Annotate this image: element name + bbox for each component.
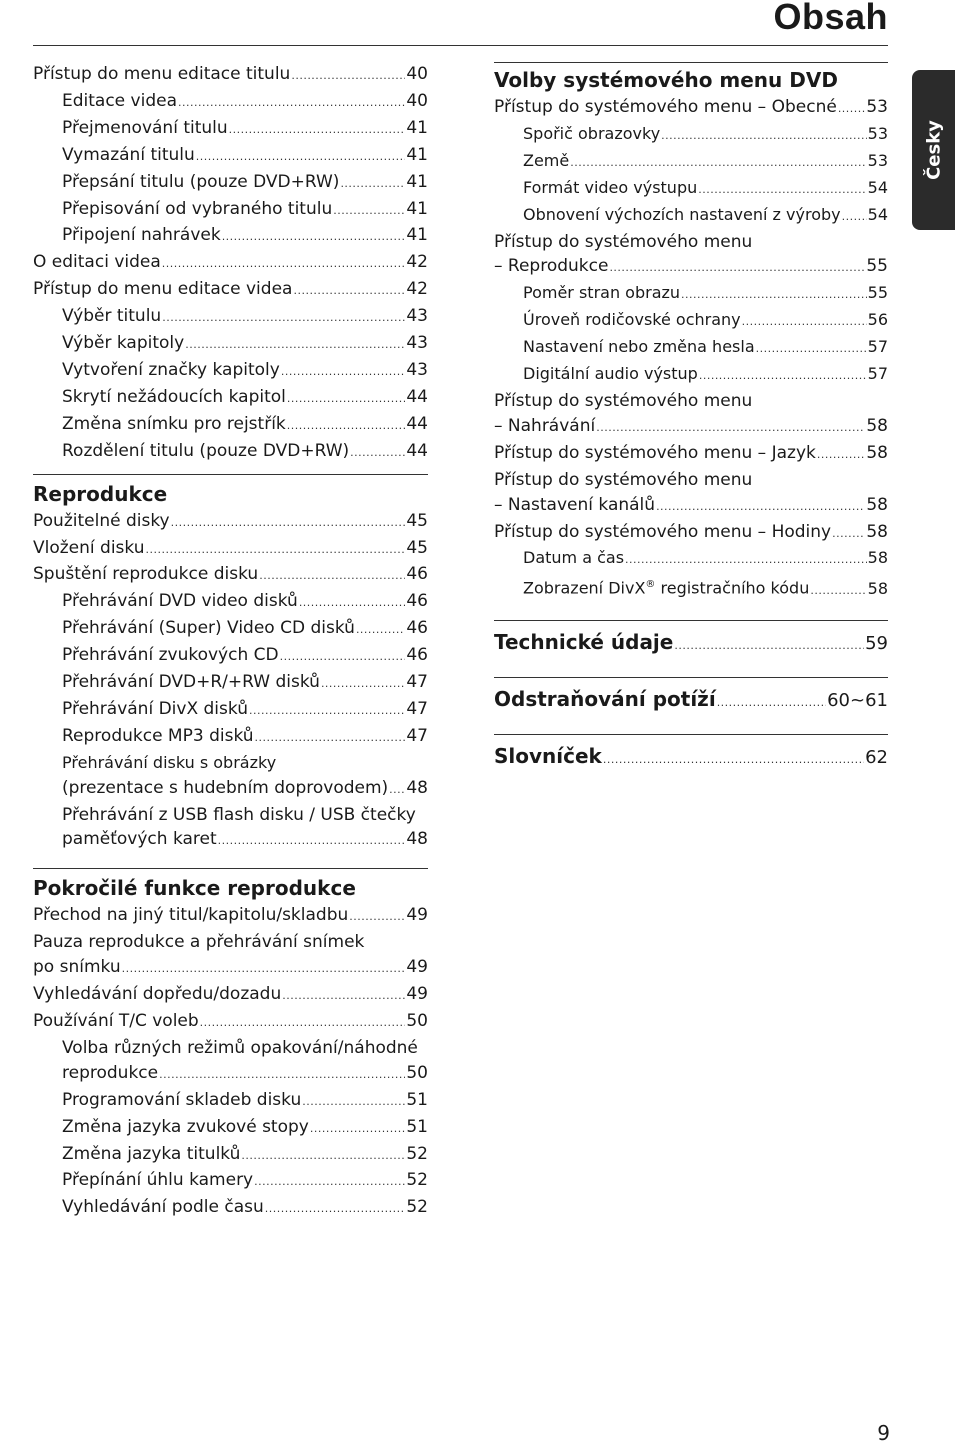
toc-entry-technical[interactable]: Technické údaje ..... 59 bbox=[494, 620, 888, 659]
editing-section bbox=[33, 62, 428, 466]
toc-entry[interactable]: Přístup do systémového menu – Obecné ..... 53 bbox=[494, 95, 888, 122]
toc-entry-line[interactable]: Přístup do systémového menu bbox=[494, 231, 753, 252]
toc-right-column bbox=[494, 62, 888, 773]
toc-entry[interactable]: Přístup do systémového menu – Jazyk ..... 58 bbox=[494, 441, 888, 468]
toc-entry[interactable]: Změna jazyka zvukové stopy ..... 51 bbox=[33, 1115, 428, 1142]
toc-entry[interactable]: Přístup do menu editace videa ..... 42 bbox=[33, 277, 428, 304]
toc-entry[interactable]: Přehrávání DivX disků ..... 47 bbox=[33, 697, 428, 724]
toc-entry[interactable]: Přepínání úhlu kamery ..... 52 bbox=[33, 1168, 428, 1195]
toc-entry[interactable]: Přehrávání (Super) Video CD disků ..... 46 bbox=[33, 616, 428, 643]
toc-entry[interactable]: Použitelné disky ..... 45 bbox=[33, 509, 428, 536]
toc-entry[interactable]: Programování skladeb disku ..... 51 bbox=[33, 1088, 428, 1115]
toc-entry[interactable]: Výběr kapitoly ..... 43 bbox=[33, 331, 428, 358]
toc-entry[interactable]: Datum a čas ..... 58 bbox=[494, 546, 888, 573]
toc-entry[interactable]: Přepisování od vybraného titulu ..... 41 bbox=[33, 197, 428, 224]
toc-entry-line[interactable]: Přístup do systémového menu bbox=[494, 390, 753, 411]
toc-entry[interactable]: Vytvoření značky kapitoly ..... 43 bbox=[33, 358, 428, 385]
toc-entry-line[interactable]: Přehrávání disku s obrázky bbox=[62, 752, 277, 772]
toc-entry[interactable]: Přehrávání DVD video disků ..... 46 bbox=[33, 589, 428, 616]
section-heading-system-menu: Volby systémového menu DVD bbox=[494, 62, 888, 93]
toc-entry[interactable]: reprodukce ..... 50 bbox=[33, 1061, 428, 1088]
toc-entry[interactable]: Nastavení nebo změna hesla ..... 57 bbox=[494, 335, 888, 362]
toc-entry[interactable]: – Nahrávání ..... 58 bbox=[494, 414, 888, 441]
toc-entry[interactable]: Vymazání titulu ..... 41 bbox=[33, 143, 428, 170]
toc-entry[interactable]: Obnovení výchozích nastavení z výroby ..... 54 bbox=[494, 203, 888, 230]
toc-left-column bbox=[33, 62, 428, 1222]
section-heading-advanced: Pokročilé funkce reprodukce bbox=[33, 868, 428, 901]
page-number: 9 bbox=[877, 1421, 890, 1445]
toc-entry[interactable]: Přechod na jiný titul/kapitolu/skladbu ..... 49 bbox=[33, 903, 428, 930]
language-tab bbox=[912, 70, 955, 230]
toc-entry[interactable]: Přístup do menu editace titulu ..... 40 bbox=[33, 62, 428, 89]
toc-entry[interactable]: Vyhledávání podle času ..... 52 bbox=[33, 1195, 428, 1222]
toc-entry[interactable]: Spořič obrazovky ..... 53 bbox=[494, 122, 888, 149]
toc-entry[interactable]: Vložení disku ..... 45 bbox=[33, 536, 428, 563]
toc-entry[interactable]: Přejmenování titulu ..... 41 bbox=[33, 116, 428, 143]
toc-entry[interactable]: Digitální audio výstup ..... 57 bbox=[494, 362, 888, 389]
toc-entry-troubleshooting[interactable]: Odstraňování potíží ..... 60~61 bbox=[494, 677, 888, 716]
toc-entry[interactable]: (prezentace s hudebním doprovodem) ..... 48 bbox=[33, 776, 428, 803]
toc-entry[interactable]: Formát video výstupu ..... 54 bbox=[494, 176, 888, 203]
toc-entry[interactable]: Reprodukce MP3 disků ..... 47 bbox=[33, 724, 428, 751]
toc-entry[interactable]: paměťových karet ..... 48 bbox=[33, 827, 428, 854]
toc-entry[interactable]: Změna jazyka titulků ..... 52 bbox=[33, 1142, 428, 1169]
toc-entry[interactable]: Změna snímku pro rejstřík ..... 44 bbox=[33, 412, 428, 439]
toc-entry[interactable]: Používání T/C voleb ..... 50 bbox=[33, 1009, 428, 1036]
toc-entry-line[interactable]: Pauza reprodukce a přehrávání snímek bbox=[33, 932, 365, 953]
toc-entry[interactable]: – Nastavení kanálů ..... 58 bbox=[494, 493, 888, 520]
section-heading-playback: Reprodukce bbox=[33, 474, 428, 507]
toc-entry[interactable]: – Reprodukce ..... 55 bbox=[494, 254, 888, 281]
toc-entry[interactable]: Rozdělení titulu (pouze DVD+RW) ..... 44 bbox=[33, 439, 428, 466]
toc-entry[interactable]: Země ..... 53 bbox=[494, 149, 888, 176]
toc-entry[interactable]: O editaci videa ..... 42 bbox=[33, 250, 428, 277]
page-title: Obsah bbox=[773, 0, 888, 37]
toc-entry[interactable]: Výběr titulu ..... 43 bbox=[33, 304, 428, 331]
toc-entry[interactable]: Přepsání titulu (pouze DVD+RW) ..... 41 bbox=[33, 170, 428, 197]
toc-entry[interactable]: Zobrazení DivX® registračního kódu ..... 58 bbox=[494, 573, 888, 603]
toc-entry[interactable]: Přehrávání DVD+R/+RW disků ..... 47 bbox=[33, 670, 428, 697]
toc-entry[interactable]: po snímku ..... 49 bbox=[33, 955, 428, 982]
toc-entry[interactable]: Přehrávání zvukových CD ..... 46 bbox=[33, 643, 428, 670]
toc-entry[interactable]: Vyhledávání dopředu/dozadu ..... 49 bbox=[33, 982, 428, 1009]
toc-entry[interactable]: Skrytí nežádoucích kapitol ..... 44 bbox=[33, 385, 428, 412]
toc-entry-glossary[interactable]: Slovníček ..... 62 bbox=[494, 734, 888, 773]
toc-entry[interactable]: Připojení nahrávek ..... 41 bbox=[33, 223, 428, 250]
toc-entry[interactable]: Přístup do systémového menu – Hodiny ..... 58 bbox=[494, 520, 888, 547]
toc-entry-line[interactable]: Přehrávání z USB flash disku / USB čtečky bbox=[62, 804, 416, 825]
toc-entry[interactable]: Poměr stran obrazu ..... 55 bbox=[494, 281, 888, 308]
toc-entry-line[interactable]: Volba různých režimů opakování/náhodné bbox=[62, 1037, 418, 1058]
toc-entry[interactable]: Úroveň rodičovské ochrany ..... 56 bbox=[494, 308, 888, 335]
language-tab-label: Česky bbox=[923, 120, 944, 180]
toc-entry-line[interactable]: Přístup do systémového menu bbox=[494, 469, 753, 490]
toc-entry[interactable]: Editace videa ..... 40 bbox=[33, 89, 428, 116]
toc-entry[interactable]: Spuštění reprodukce disku ..... 46 bbox=[33, 562, 428, 589]
title-rule bbox=[33, 45, 888, 46]
